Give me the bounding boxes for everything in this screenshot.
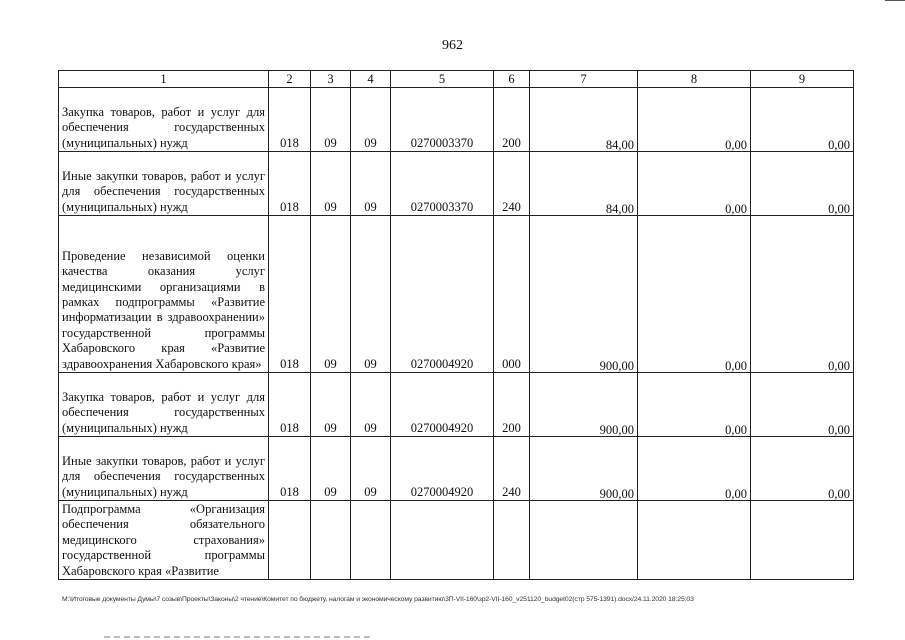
cell-min-code: 018 (269, 373, 311, 437)
cell-subsection: 09 (351, 437, 391, 501)
cell-amount-7: 900,00 (530, 216, 638, 373)
cell-amount-8: 0,00 (638, 373, 751, 437)
header-cell: 7 (530, 71, 638, 88)
header-cell: 5 (391, 71, 494, 88)
cell-min-code: 018 (269, 88, 311, 152)
cell-target-code: 0270004920 (391, 437, 494, 501)
header-cell: 4 (351, 71, 391, 88)
cell-section: 09 (311, 216, 351, 373)
cell-amount-7: 84,00 (530, 152, 638, 216)
cell-amount-8 (638, 501, 751, 580)
cell-section: 09 (311, 373, 351, 437)
corner-mark (885, 0, 905, 1)
row-name: Иные закупки товаров, работ и услуг для обеспечения государственных (муниципальных) нужд (59, 152, 269, 216)
row-name: Подпрограмма «Организация обеспечения обязательного медицинского страхования» государственной программы Хабаровского края «Развитие (59, 501, 269, 580)
cell-expense-type (494, 501, 530, 580)
header-row (59, 71, 854, 88)
cell-amount-8: 0,00 (638, 437, 751, 501)
table-row (59, 88, 854, 152)
cell-min-code: 018 (269, 437, 311, 501)
cell-target-code: 0270004920 (391, 216, 494, 373)
row-name: Закупка товаров, работ и услуг для обеспечения государственных (муниципальных) нужд (59, 373, 269, 437)
cell-subsection: 09 (351, 88, 391, 152)
table-row (59, 437, 854, 501)
header-cell: 6 (494, 71, 530, 88)
cell-section: 09 (311, 152, 351, 216)
cell-section: 09 (311, 437, 351, 501)
cell-min-code: 018 (269, 152, 311, 216)
table-row (59, 216, 854, 373)
cell-amount-9: 0,00 (751, 437, 854, 501)
cell-amount-9: 0,00 (751, 373, 854, 437)
cell-subsection: 09 (351, 373, 391, 437)
header-cell: 3 (311, 71, 351, 88)
cell-subsection: 09 (351, 216, 391, 373)
table-row (59, 501, 854, 580)
cell-min-code (269, 501, 311, 580)
cell-subsection: 09 (351, 152, 391, 216)
cell-amount-9 (751, 501, 854, 580)
cell-amount-7: 84,00 (530, 88, 638, 152)
cell-amount-7: 900,00 (530, 437, 638, 501)
cell-amount-7 (530, 501, 638, 580)
cell-expense-type: 000 (494, 216, 530, 373)
table-row (59, 152, 854, 216)
footer-file-path: M:\Итоговые документы Думы\7 созыв\Проекты\Законы\2 чтение\Комитет по бюджету, налогам и экономическому развитию\3П-VII-160\зр2-VII-160_v251120_budget02(стр 575-1391).docx/24.11.2020 18:25:03 (62, 596, 694, 603)
cell-amount-8: 0,00 (638, 88, 751, 152)
page-number: 962 (442, 38, 463, 53)
budget-table (58, 70, 854, 580)
cell-target-code (391, 501, 494, 580)
cell-subsection (351, 501, 391, 580)
table-row (59, 373, 854, 437)
cell-amount-9: 0,00 (751, 88, 854, 152)
cell-target-code: 0270003370 (391, 152, 494, 216)
header-cell: 9 (751, 71, 854, 88)
row-name: Иные закупки товаров, работ и услуг для обеспечения государственных (муниципальных) нужд (59, 437, 269, 501)
cell-target-code: 0270003370 (391, 88, 494, 152)
bottom-dash-divider (104, 636, 374, 638)
cell-amount-7: 900,00 (530, 373, 638, 437)
cell-amount-9: 0,00 (751, 216, 854, 373)
cell-amount-9: 0,00 (751, 152, 854, 216)
cell-amount-8: 0,00 (638, 216, 751, 373)
cell-amount-8: 0,00 (638, 152, 751, 216)
cell-section: 09 (311, 88, 351, 152)
cell-expense-type: 240 (494, 152, 530, 216)
row-name: Проведение независимой оценки качества оказания услуг медицинскими организациями в рамках подпрограммы «Развитие информатизации в здравоохранении» государственной программы Хабаровского края «Развитие здравоохранения Хабаровского края» (59, 216, 269, 373)
cell-target-code: 0270004920 (391, 373, 494, 437)
header-cell: 1 (59, 71, 269, 88)
cell-expense-type: 200 (494, 373, 530, 437)
header-cell: 2 (269, 71, 311, 88)
header-cell: 8 (638, 71, 751, 88)
cell-expense-type: 200 (494, 88, 530, 152)
cell-section (311, 501, 351, 580)
cell-min-code: 018 (269, 216, 311, 373)
row-name: Закупка товаров, работ и услуг для обеспечения государственных (муниципальных) нужд (59, 88, 269, 152)
cell-expense-type: 240 (494, 437, 530, 501)
